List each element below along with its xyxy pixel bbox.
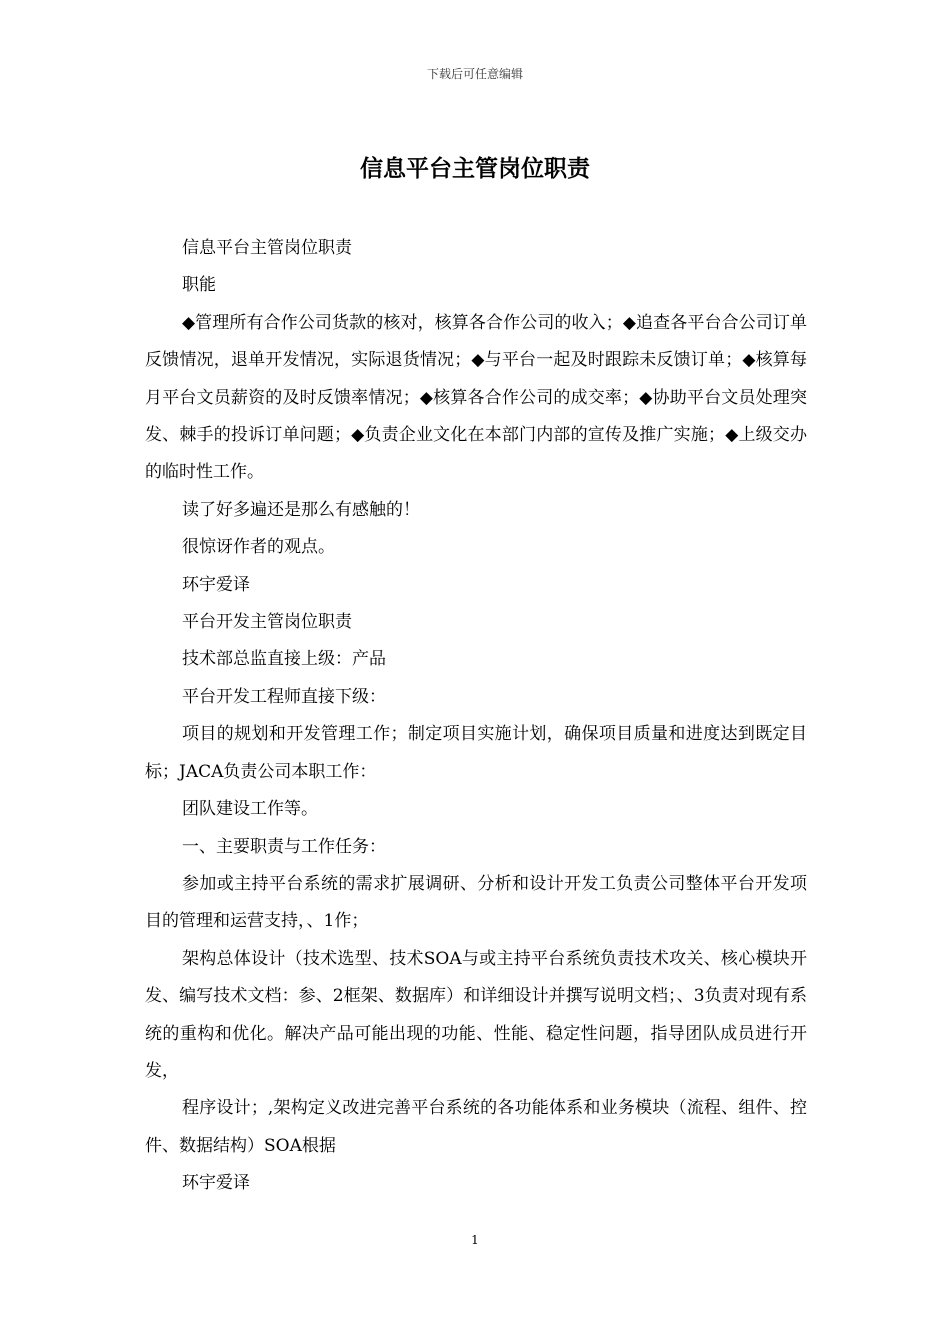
paragraph-task-2: 架构总体设计（技术选型、技术SOA与或主持平台系统负责技术攻关、核心模块开发、编写技术文档：参、2框架、数据库）和详细设计并撰写说明文档；、3负责对现有系统的重构和优化。解决产品可能出现的功能、性能、稳定性问题，指导团队成员进行开发， xyxy=(145,948,807,1081)
page-header-note: 下载后可任意编辑 xyxy=(426,67,523,81)
paragraph-heading: 信息平台主管岗位职责 xyxy=(182,238,352,258)
paragraph-comment-1: 读了好多遍还是那么有感触的！ xyxy=(182,499,420,520)
paragraph-section-heading: 一、主要职责与工作任务： xyxy=(182,836,386,857)
document-body xyxy=(145,230,807,1203)
paragraph-subheading: 平台开发主管岗位职责 xyxy=(182,612,352,633)
paragraph-superior: 技术部总监直接上级：产品 xyxy=(182,649,386,670)
paragraph-team-building: 团队建设工作等。 xyxy=(182,799,318,820)
paragraph-task-3: 程序设计；,架构定义改进完善平台系统的各功能体系和业务模块（流程、组件、控件、数据结构）SOA根据 xyxy=(145,1098,807,1156)
paragraph-subordinate: 平台开发工程师直接下级： xyxy=(182,686,386,707)
paragraph-duties: ◆管理所有合作公司货款的核对，核算各合作公司的收入；◆追查各平台合公司订单反馈情况，退单开发情况，实际退货情况；◆与平台一起及时跟踪未反馈订单；◆核算每月平台文员薪资的及时反馈率情况；◆核算各合作公司的成交率；◆协助平台文员处理突发、棘手的投诉订单问题；◆负责企业文化在本部门内部的宣传及推广实施；◆上级交办的临时性工作。 xyxy=(145,312,807,483)
paragraph-task-1: 参加或主持平台系统的需求扩展调研、分析和设计开发工负责公司整体平台开发项目的管理和运营支持，、1作； xyxy=(145,873,807,932)
document-title: 信息平台主管岗位职责 xyxy=(360,155,590,182)
paragraph-brand-1: 环宇爱译 xyxy=(182,574,250,595)
paragraph-brand-2: 环宇爱译 xyxy=(182,1173,250,1194)
paragraph-project-planning: 项目的规划和开发管理工作；制定项目实施计划，确保项目质量和进度达到既定目标；JACA负责公司本职工作： xyxy=(145,724,807,782)
paragraph-comment-2: 很惊讶作者的观点。 xyxy=(182,537,335,558)
paragraph-function-label: 职能 xyxy=(182,275,216,296)
page-number: 1 xyxy=(471,1233,479,1247)
